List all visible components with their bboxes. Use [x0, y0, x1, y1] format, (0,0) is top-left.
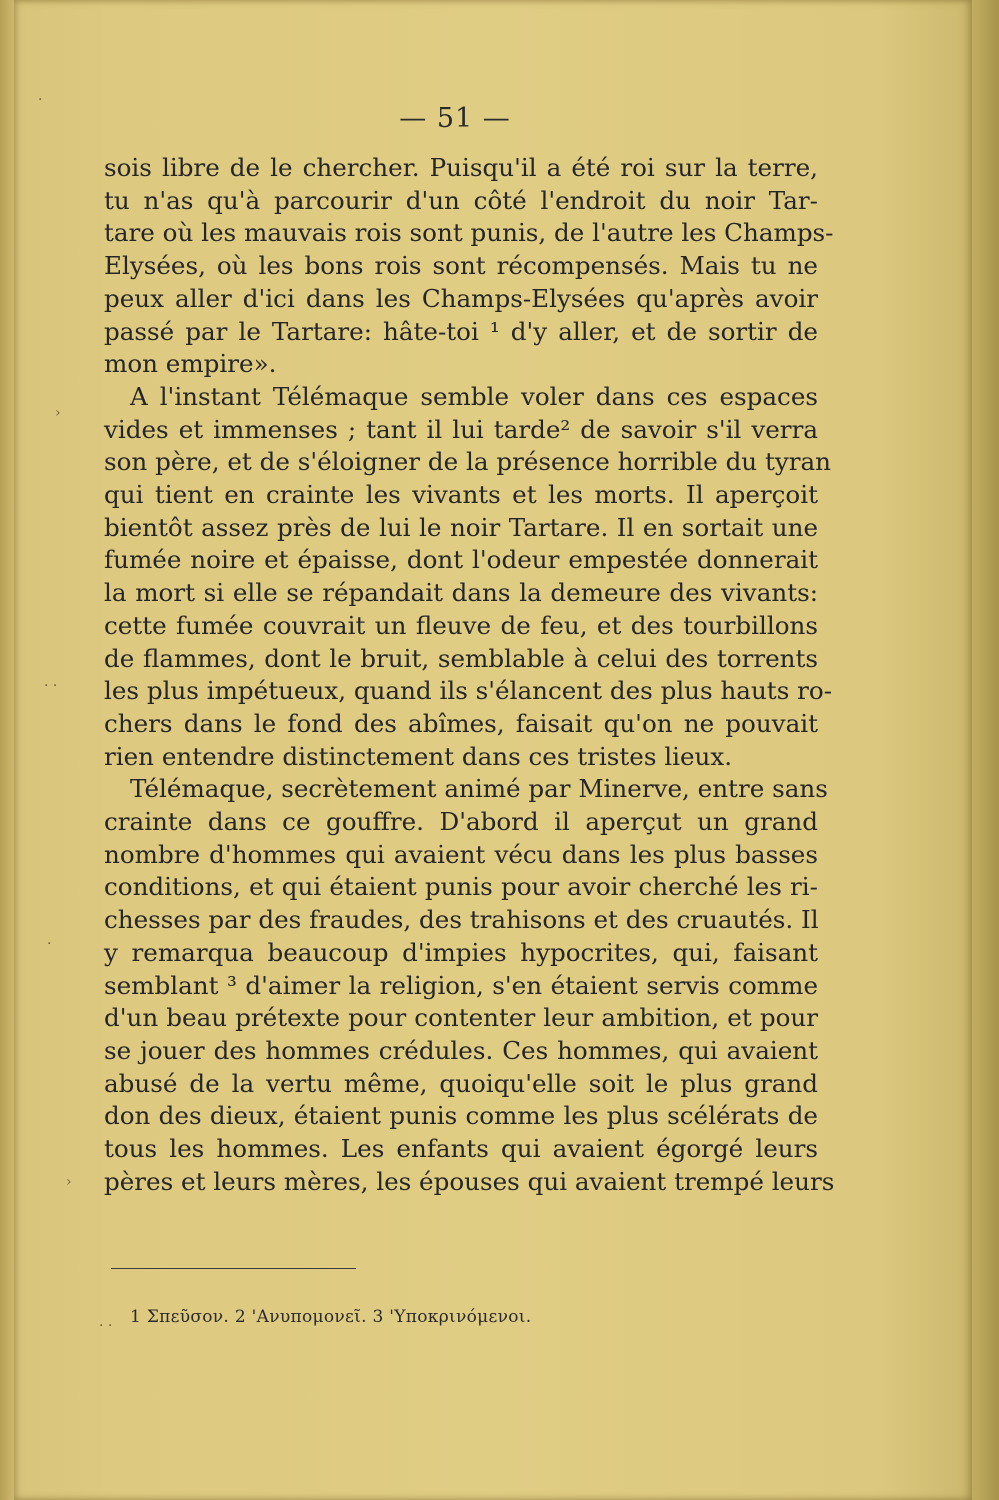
text-line: les plus impétueux, quand ils s'élancent des plus hauts ro- — [104, 676, 833, 706]
page-left-edge — [0, 0, 14, 1500]
text-line: fumée noire et épaisse, dont l'odeur empestée donnerait — [104, 545, 818, 575]
text-line: nombre d'hommes qui avaient vécu dans les plus basses — [104, 839, 818, 869]
text-line: abusé de la vertu même, quoiqu'elle soit le plus grand — [104, 1068, 818, 1098]
text-line: bientôt assez près de lui le noir Tartare. Il en sortait une — [104, 512, 818, 542]
margin-speck: › — [66, 1174, 72, 1190]
text-line: y remarqua beaucoup d'impies hypocrites, qui, faisant — [104, 937, 818, 967]
margin-speck: · — [47, 936, 52, 952]
page-number: — 51 — — [399, 103, 511, 134]
text-line: Elysées, où les bons rois sont récompensés. Mais tu ne — [104, 251, 818, 281]
text-line: qui tient en crainte les vivants et les morts. Il aperçoit — [104, 480, 818, 510]
text-line: chesses par des fraudes, des trahisons et des cruautés. Il — [104, 905, 819, 935]
footnotes: 1 Σπεῦσον. 2 'Ανυπομονεῖ. 3 'Υποκρινόμενοι. — [130, 1307, 532, 1327]
text-line: mon empire». — [104, 349, 277, 379]
margin-speck: · · — [44, 678, 58, 694]
text-line: A l'instant Télémaque semble voler dans ces espaces — [130, 381, 818, 411]
text-line: chers dans le fond des abîmes, faisait qu'on ne pouvait — [104, 708, 818, 738]
text-line: conditions, et qui étaient punis pour avoir cherché les ri- — [104, 872, 818, 902]
text-line: passé par le Tartare: hâte-toi ¹ d'y aller, et de sortir de — [104, 316, 818, 346]
text-line: d'un beau prétexte pour contenter leur ambition, et pour — [104, 1003, 818, 1033]
text-line: sois libre de le chercher. Puisqu'il a été roi sur la terre, — [104, 153, 818, 182]
text-line: la mort si elle se répandait dans la demeure des vivants: — [104, 578, 818, 608]
margin-speck: › — [55, 405, 61, 421]
text-line: se jouer des hommes crédules. Ces hommes, qui avaient — [104, 1035, 818, 1065]
text-line: tu n'as qu'à parcourir d'un côté l'endroit du noir Tar- — [104, 185, 818, 215]
text-line: rien entendre distinctement dans ces tristes lieux. — [104, 741, 733, 771]
text-line: cette fumée couvrait un fleuve de feu, et des tourbillons — [104, 610, 818, 640]
margin-speck: · — [38, 92, 43, 108]
page-right-edge — [972, 0, 999, 1500]
text-line: Télémaque, secrètement animé par Minerve, entre sans — [130, 774, 828, 804]
footnote-divider — [111, 1268, 356, 1269]
text-line: tare où les mauvais rois sont punis, de l'autre les Champs- — [104, 218, 834, 248]
margin-speck: · · — [99, 1318, 113, 1334]
text-line: de flammes, dont le bruit, semblable à celui des torrents — [104, 643, 818, 673]
text-line: son père, et de s'éloigner de la présence horrible du tyran — [104, 447, 832, 477]
text-line: don des dieux, étaient punis comme les plus scélérats de — [104, 1101, 818, 1131]
text-line: crainte dans ce gouffre. D'abord il aperçut un grand — [104, 807, 818, 837]
text-line: semblant ³ d'aimer la religion, s'en étaient servis comme — [104, 970, 818, 1000]
text-line: pères et leurs mères, les épouses qui avaient trempé leurs — [104, 1166, 835, 1196]
text-line: peux aller d'ici dans les Champs-Elysées qu'après avoir — [104, 283, 818, 313]
text-line: vides et immenses ; tant il lui tarde² de savoir s'il verra — [104, 414, 818, 444]
body-text — [104, 152, 835, 1199]
text-line: tous les hommes. Les enfants qui avaient égorgé leurs — [104, 1134, 818, 1164]
